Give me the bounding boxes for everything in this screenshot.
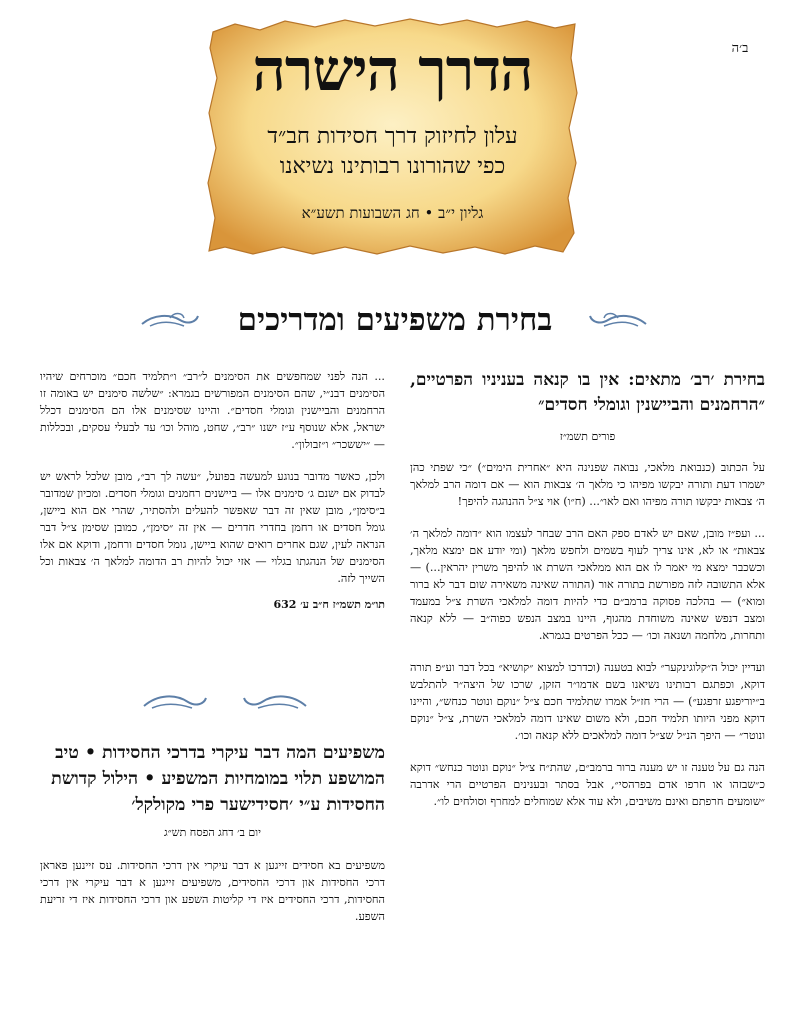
article-dateline: יום ב׳ דחג הפסח תש״ג [164, 826, 261, 839]
source-citation: תו״מ תשמ״ז ח״ב ע׳ 632 [273, 598, 385, 611]
article-paragraph: משפיעים בא חסידים זייגען א דבר עיקרי אין דרכי החסידות. עס זיינען פאראן דרכי החסידות און דרכי החסידים, משפיעים זייגען א דבר עיקרי אין דרכי החסידות, דרכי החסידים איז די קליטות השפע און דרכי החסידות איז די זריעת השפע. [40, 859, 385, 923]
masthead-banner [205, 18, 580, 256]
article-paragraph: ולכן, כאשר מדובר בנוגע למעשה בפועל, ״עשה לך רב״, מובן שלכל לראש יש לבדוק אם ישנם ג׳ סימנים אלו — ביישנים רחמנים וגומלי חסדים. ומכיון שמדובר ב״סימן״, מובן שאין זה דבר שאפשר להעלים ולהסתיר, שהרי אם הוא ביישן, גומל חסדים או רחמן בחדרי חדרים — אין זה ״סימן״, כמובן שסימן צ״ל דבר הנראה לעין, שגם אחרים רואים שהוא ביישן, גומל חסדים ורחמן, ודוקא אם אלו הסימנים של הנהגתו בגלוי — אזי יכול להיות רב הדומה למלאך ה׳ צבאות וכל השייך לזה. [40, 470, 385, 585]
article-paragraph: ועדיין יכול ה״קלוגינקער״ לבוא בטענה (וכדרכו למצוא ״קושיא״ בכל דבר וע״פ תורה דוקא, וכפתגם רבותינו נשיאנו בשם אדמו״ר הזקן, שרכו של היצה״ר להתלבש ב״יוריפגע זרפגע״) — הרי חז״ל אמרו שתלמיד חכם צ״ל ״נוקם ונוטר כנחש״, והיינו דוקא מפני היותו תלמיד חכם, ולא משום שאינו דומה למלאכי השרת, צ״ל ״נוקם ונוטר״ — היפך הנ״ל שצ״ל דומה למלאכים ללא קנאה וכו׳. [410, 661, 765, 742]
article-paragraph: על הכתוב (כנבואת מלאכי, נבואה שפנינה היא ״אחרית הימים״) ״כי שפתי כהן ישמרו דעת ותורה יבקשו מפיהו כי מלאך ה׳ צבאות הוא — אם דומה הרב למלאך ה׳ צבאות יבקשו תורה מפיהו ואם לאו״... (ח״ו) אוי צ״ל ההנהגה להיפך! [410, 461, 765, 508]
article-paragraph: ... הנה לפני שמחפשים את הסימנים ל״רב״ ו״תלמיד חכם״ מוכרחים שיהיו הסימנים דבנ״י, שהם הסימנים המפורשים בגמרא: ״שלשה סימנים יש באומה זו הרחמנים והביישנין וגומלי חסדים״. והיינו שסימנים אלו הם הסימנים דכלל ישראל, אלא שנוסף ע״ז ישנו ״רב״, שחט, מוהל וכו׳ עד לבעלי עסקים, ובכללות — ״יששכר״ ו״זבולון״. [40, 370, 385, 451]
left-bottom-article [40, 740, 385, 925]
masthead-title: הדרך הישרה [252, 36, 533, 104]
section-title: בחירת משפיעים ומדריכים [237, 302, 553, 338]
section-header [140, 300, 650, 344]
article-title: בחירת ׳רב׳ מתאים: אין בו קנאה בעניניו הפרטיים, ״הרחמנים והביישנין וגומלי חסדים״ [410, 370, 765, 415]
flourish-right-icon [588, 310, 648, 332]
right-column-article [410, 368, 765, 825]
flourish-left-icon [140, 310, 200, 332]
article-paragraph: ... ועפ״ז מובן, שאם יש לאדם ספק האם הרב שבחר לעצמו הוא ״דומה למלאך ה׳ צבאות״ או לא, אינו צריך לעוף בשמים ולחפש מלאך (ומי יודע אם ימצא מלאך, וכשכבר ימצא מי יאמר לו אם הוא ממלאכי השרת או להיפך משרין יהראין...) — אלא התשובה לזה מפורשת בתורה אור (התורה שאינה משאירה שום דבר לא ברור ומוא״) — בהלכה פסוקה ברמב״ם כדי להיות דומה למלאכי השרת צ״ל במעמד ומצב דנפש שאינה משוחדת מהגוף, היינו במצב הנפש כפוה״ב — ללא קנאה ותחרות, מלחמה ושנאה וכו׳ — ככל הפרטים בגמרא. [410, 527, 765, 642]
left-column-article [40, 368, 385, 613]
article-paragraph: הנה גם על טענה זו יש מענה ברור ברמב״ם, שהת״ח צ״ל ״נוקם ונוטר כנחש״ דוקא כ״שבזהו או חרפו אדם בפרהסי״, אבל בסתר ובענינים הפרטיים הרי אדרבה ״שומעים חרפתם ואינם משיבים, ולא עוד אלא שמוחלים למחרף וסולחים לו״. [410, 761, 765, 808]
page-number: ב׳ה [731, 41, 749, 56]
masthead-tagline-2: כפי שהורונו רבותינו נשיאנו [279, 154, 506, 179]
issue-line: גליון י״ב • חג השבועות תשע״א [301, 204, 484, 222]
article-title: משפיעים המה דבר עיקרי בדרכי החסידות • טיב המושפע תלוי במומחיות המשפיע • הילול קדושת החסידות ע״י ׳חסידישער פרי מקולקל׳ [51, 743, 385, 815]
article-dateline: פורים תשמ״ז [559, 430, 616, 443]
masthead-tagline-1: עלון לחיזוק דרך חסידות חב״ד [267, 124, 518, 149]
divider-flourish-icon [140, 690, 310, 716]
